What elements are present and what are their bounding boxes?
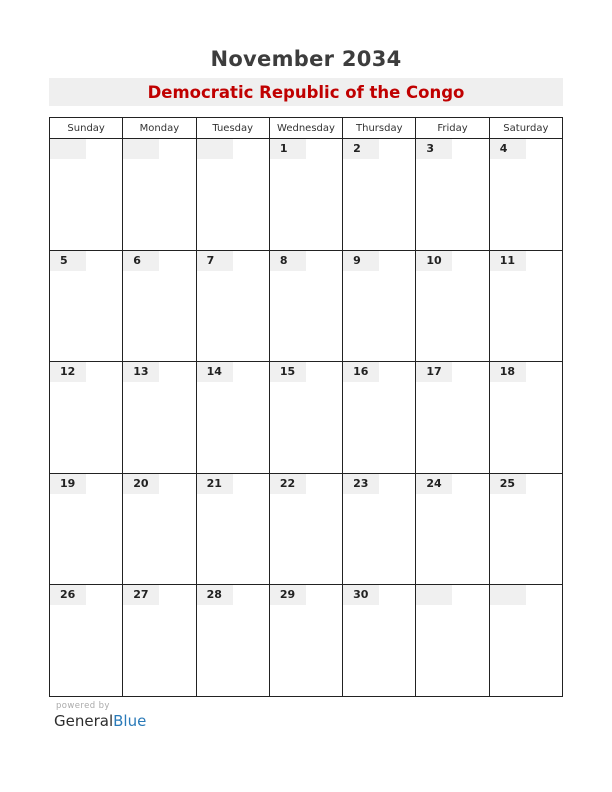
calendar-title: November 2034 xyxy=(210,47,402,71)
day-cell xyxy=(123,139,196,251)
day-cell xyxy=(196,250,269,362)
generalblue-logo[interactable] xyxy=(54,712,146,730)
week-row xyxy=(50,250,563,362)
week-row xyxy=(50,139,563,251)
month-calendar-grid xyxy=(49,117,563,697)
day-number: 28 xyxy=(197,585,233,605)
day-cell xyxy=(269,362,342,474)
day-cell xyxy=(489,473,562,585)
day-cell xyxy=(123,473,196,585)
day-cell xyxy=(489,250,562,362)
powered-by-label: powered by xyxy=(56,701,110,711)
day-number xyxy=(416,585,452,605)
day-number: 24 xyxy=(416,474,452,494)
day-cell xyxy=(416,473,489,585)
day-number: 20 xyxy=(123,474,159,494)
week-row xyxy=(50,585,563,697)
day-number: 2 xyxy=(343,139,379,159)
weekday-header: Friday xyxy=(416,118,489,139)
day-cell xyxy=(343,473,416,585)
day-number: 27 xyxy=(123,585,159,605)
day-number xyxy=(490,585,526,605)
weekday-header: Thursday xyxy=(343,118,416,139)
day-cell xyxy=(416,139,489,251)
day-number: 29 xyxy=(270,585,306,605)
weekday-header-row xyxy=(50,118,563,139)
day-number xyxy=(197,139,233,159)
day-cell xyxy=(269,250,342,362)
day-cell xyxy=(343,139,416,251)
day-number: 13 xyxy=(123,362,159,382)
day-cell xyxy=(196,585,269,697)
day-cell xyxy=(343,362,416,474)
day-number: 25 xyxy=(490,474,526,494)
day-number: 1 xyxy=(270,139,306,159)
day-cell xyxy=(196,139,269,251)
day-cell xyxy=(50,250,123,362)
day-cell xyxy=(343,250,416,362)
country-name: Democratic Republic of the Congo xyxy=(147,83,465,102)
day-cell xyxy=(489,585,562,697)
day-cell xyxy=(416,585,489,697)
day-number: 9 xyxy=(343,251,379,271)
day-cell xyxy=(123,250,196,362)
day-cell xyxy=(416,250,489,362)
day-cell xyxy=(269,473,342,585)
day-number xyxy=(123,139,159,159)
day-number: 14 xyxy=(197,362,233,382)
day-number: 12 xyxy=(50,362,86,382)
day-cell xyxy=(269,585,342,697)
day-number: 30 xyxy=(343,585,379,605)
day-number: 23 xyxy=(343,474,379,494)
day-cell xyxy=(489,139,562,251)
day-number: 10 xyxy=(416,251,452,271)
day-cell xyxy=(50,473,123,585)
weekday-header: Sunday xyxy=(50,118,123,139)
weekday-header: Tuesday xyxy=(196,118,269,139)
weekday-header: Wednesday xyxy=(269,118,342,139)
day-cell xyxy=(416,362,489,474)
day-cell xyxy=(196,362,269,474)
day-number: 17 xyxy=(416,362,452,382)
day-cell xyxy=(489,362,562,474)
day-number: 8 xyxy=(270,251,306,271)
day-number: 11 xyxy=(490,251,526,271)
day-number: 19 xyxy=(50,474,86,494)
day-number: 7 xyxy=(197,251,233,271)
day-number: 22 xyxy=(270,474,306,494)
day-number: 3 xyxy=(416,139,452,159)
brand-general-text: General xyxy=(54,712,114,730)
day-cell xyxy=(50,362,123,474)
day-cell xyxy=(196,473,269,585)
week-row xyxy=(50,473,563,585)
day-cell xyxy=(123,585,196,697)
week-row xyxy=(50,362,563,474)
day-cell xyxy=(50,585,123,697)
weekday-header: Saturday xyxy=(489,118,562,139)
day-number xyxy=(50,139,86,159)
brand-blue-text: Blue xyxy=(113,712,147,730)
weekday-header: Monday xyxy=(123,118,196,139)
country-banner xyxy=(49,78,563,106)
day-number: 6 xyxy=(123,251,159,271)
day-cell xyxy=(343,585,416,697)
day-number: 18 xyxy=(490,362,526,382)
day-number: 5 xyxy=(50,251,86,271)
day-cell xyxy=(123,362,196,474)
day-number: 21 xyxy=(197,474,233,494)
day-number: 15 xyxy=(270,362,306,382)
day-number: 4 xyxy=(490,139,526,159)
day-cell xyxy=(269,139,342,251)
day-number: 26 xyxy=(50,585,86,605)
day-number: 16 xyxy=(343,362,379,382)
day-cell xyxy=(50,139,123,251)
